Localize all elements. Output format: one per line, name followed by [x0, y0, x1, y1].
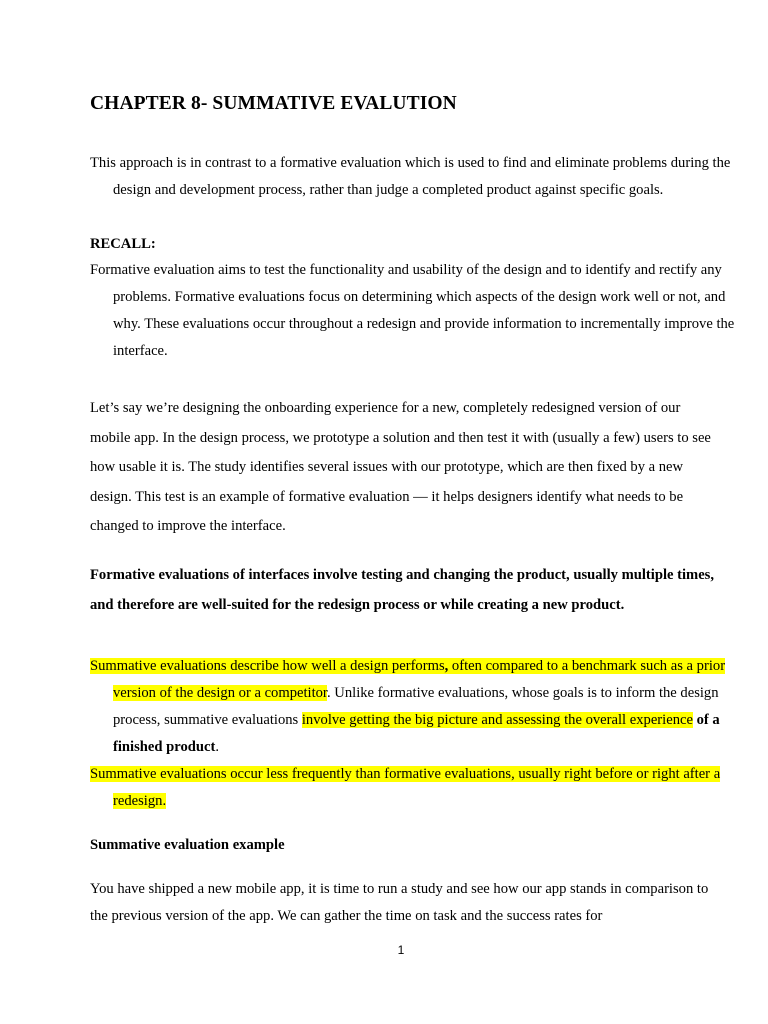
recall-paragraph: Formative evaluation aims to test the functionality and usability of the design and to identify and rectify any problems. Formative evaluations focus on determining which aspects of the design work well or not, and why. These evaluations occur throughout a redesign and provide information to incrementally improve the interface. — [90, 262, 735, 359]
highlight-summative-performs: Summative evaluations describe how well a design performs — [90, 658, 445, 674]
bold-comma: , — [444, 658, 449, 674]
intro-paragraph: This approach is in contrast to a formative evaluation which is used to find and eliminate problems during the design and development process, rather than judge a completed product against specific goals. — [90, 155, 731, 198]
highlight-frequency: Summative evaluations occur less frequently than formative evaluations, usually right before or right after a redesign. — [90, 766, 721, 809]
chapter-title: CHAPTER 8- SUMMATIVE EVALUTION — [90, 93, 457, 114]
example-paragraph: Let’s say we’re designing the onboarding experience for a new, completely redesigned version of our mobile app. In the design process, we prototype a solution and then test it with (usually a few) users to see how usable it is. The study identifies several issues with our prototype, which are then fixed by a new design. This test is an example of formative evaluation — it helps designers identify what needs to be changed to improve the interface. — [90, 400, 711, 534]
summative-definition-paragraph — [90, 653, 737, 761]
recall-heading: RECALL: — [90, 236, 156, 252]
sentence-end: . — [215, 739, 219, 755]
formative-summary-bold: Formative evaluations of interfaces involve testing and changing the product, usually multiple times, and therefore are well-suited for the redesign process or while creating a new product. — [90, 567, 715, 613]
highlight-big-picture: involve getting the big picture and assessing the overall experience — [301, 712, 693, 728]
example-app-paragraph: You have shipped a new mobile app, it is time to run a study and see how our app stands in comparison to the previous version of the app. We can gather the time on task and the success rates for — [90, 881, 709, 924]
subheading-example: Summative evaluation example — [90, 837, 285, 853]
plain-text-unlike-formative: . Unlike formative evaluations, whose goals is to inform the design process, summative evaluations — [113, 685, 719, 728]
highlight-benchmark: often compared to a benchmark such as a prior version of the design or a competitor — [113, 658, 726, 701]
page-number: 1 — [397, 943, 405, 957]
bold-finished-product: of a finished product — [113, 712, 720, 755]
summative-frequency-paragraph — [90, 761, 737, 815]
